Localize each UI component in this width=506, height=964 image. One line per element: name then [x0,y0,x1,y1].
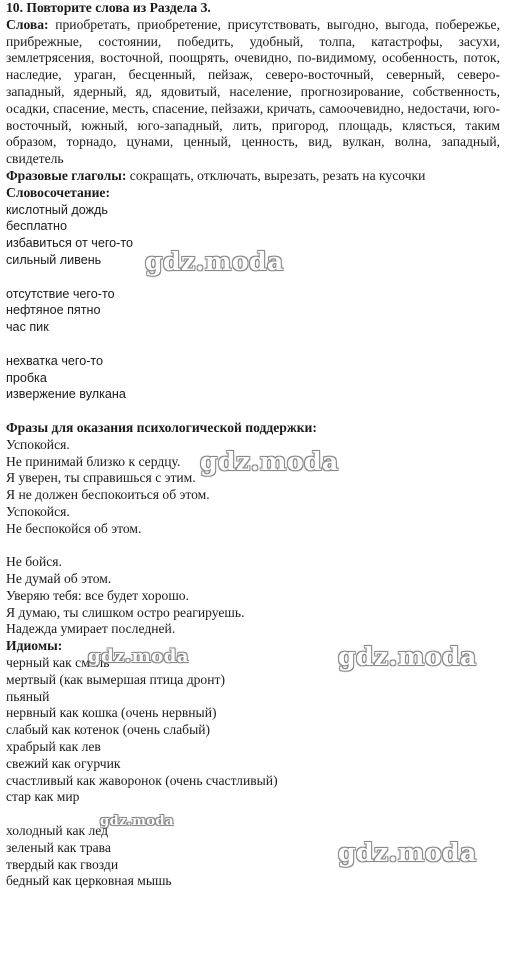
list-item: Не думай об этом. [6,571,112,587]
words-paragraph [6,17,500,168]
list-item: счастливый как жаворонок (очень счастливый) [6,772,278,788]
support-label: Фразы для оказания психологической поддержки: [6,419,317,435]
list-item: слабый как котенок (очень слабый) [6,722,211,738]
watermark-logo: gdz.moda [100,814,175,829]
list-item: нервный как кошка (очень нервный) [6,705,217,721]
list-item: нехватка чего-то [6,353,104,368]
list-item: Успокойся. [6,436,70,452]
idioms-label: Идиомы: [6,638,63,654]
phrasal-verbs-line [6,168,500,185]
watermark-logo: gdz.moda [338,838,477,867]
list-item: храбрый как лев [6,739,101,755]
list-item: бедный как церковная мышь [6,873,172,889]
list-item: Успокойся. [6,503,70,519]
spacer [6,538,500,555]
spacer [6,403,500,420]
spacer [6,336,500,353]
list-item: нефтяное пятно [6,303,101,318]
list-item: Надежда умирает последней. [6,621,176,637]
list-item: Я уверен, ты справишься с этим. [6,470,196,486]
list-item: пьяный [6,688,50,704]
watermark-logo: gdz.moda [88,646,189,667]
list-item: пробка [6,370,47,385]
collocations-label: Словосочетание: [6,184,110,200]
list-item: мертвый (как вымершая птица дронт) [6,671,225,687]
collocations-list [6,202,500,420]
exercise-title: 10. Повторите слова из Раздела 3. [6,0,211,15]
list-item: Не беспокойся об этом. [6,520,142,536]
list-item: Я не должен беспокоиться об этом. [6,487,210,503]
list-item: отсутствие чего-то [6,286,115,301]
list-item: час пик [6,320,49,335]
list-item: свежий как огурчик [6,755,121,771]
page-content [6,0,500,890]
spacer [6,806,500,823]
phrasal-label: Фразовые глаголы: [6,167,127,183]
list-item: зеленый как трава [6,839,111,855]
list-item: кислотный дождь [6,202,108,217]
list-item: избавиться от чего-то [6,236,133,251]
list-item: Уверяю тебя: все будет хорошо. [6,587,189,603]
list-item: сильный ливень [6,252,102,267]
list-item: извержение вулкана [6,387,126,402]
watermark-logo: gdz.moda [200,447,339,476]
list-item: холодный как лед [6,823,109,839]
list-item: Я думаю, ты слишком остро реагируешь. [6,604,245,620]
list-item: Не бойся. [6,554,62,570]
phrasal-text: сокращать, отключать, вырезать, резать на кусочки [126,167,426,183]
list-item: стар как мир [6,789,80,805]
watermark-logo: gdz.moda [338,642,477,671]
words-text: приобретать, приобретение, присутствовать, выгодно, выгода, побережье, прибрежные, состоянии, победить, удобный, толпа, катастрофы, засухи, землетрясения, восточной, поощрять, очевидно, по-видимому, особенность, поток, наследие, ураган, бесценный, пейзаж, северо-восточный, северный, северо-западный, ядерный, яд, ядовитый, население, прогнозирование, собственность, осадки, спасение, месть, спасение, пейзажи, кричать, самоочевидно, недостачи, юго-восточный, южный, юго-западный, лить, пригород, площадь, клясться, таким образом, торнадо, цунами, ценный, ценность, вид, вулкан, волна, западный, свидетель [6,16,500,167]
list-item: черный как смоль [6,655,110,671]
words-label: Слова: [6,16,49,32]
watermark-logo: gdz.moda [145,247,284,276]
list-item: бесплатно [6,219,67,234]
list-item: Не принимай близко к сердцу. [6,453,181,469]
list-item: твердый как гвозди [6,856,119,872]
